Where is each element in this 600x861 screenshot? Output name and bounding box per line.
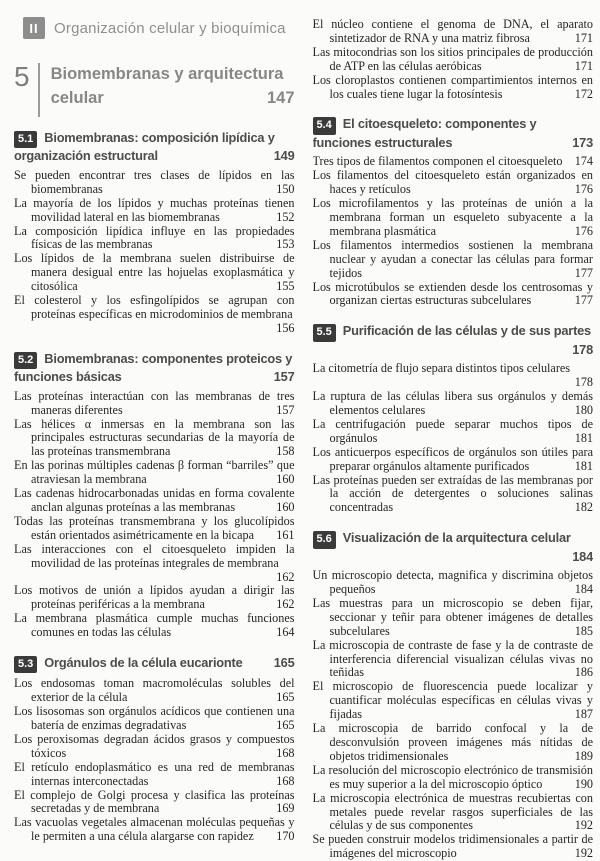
section-heading (313, 530, 594, 565)
chapter-title: Biomembranas y arquitectura celular (50, 65, 284, 107)
toc-entry (313, 597, 594, 639)
entry-text: Las vacuolas vegetales almacenan moléculas pequeñas y le permiten a una célula alargarse con rapidez (14, 816, 295, 844)
toc-entry (14, 761, 295, 789)
section-title: Biomembranas: composición lipídica y organización estructural (14, 130, 275, 164)
section-heading (313, 116, 594, 151)
section-heading (14, 130, 295, 165)
toc-entry (14, 225, 295, 253)
toc-entry (313, 74, 594, 102)
entry-page-number: 164 (276, 625, 295, 640)
toc-entry (14, 487, 295, 515)
entry-text: Los filamentos del citoesqueleto están organizados en haces y retículos (312, 169, 593, 197)
entry-text: El complejo de Golgi procesa y clasifica las proteínas secretadas y de membrana (14, 788, 295, 816)
entry-text: La mayoría de los lípidos y muchas proteínas tienen movilidad lateral en las biomembranas (14, 196, 295, 224)
entry-page-number: 182 (574, 500, 593, 515)
toc-entry (313, 197, 594, 239)
toc-entry (313, 833, 594, 861)
chapter-title-block (38, 63, 295, 117)
entry-page-number: 158 (276, 444, 295, 459)
entry-text: Las proteínas pueden ser extraídas de las membranas por la acción de detergentes o soluciones salinas concentradas (312, 473, 593, 515)
toc-entry (14, 169, 295, 197)
section-heading (14, 655, 295, 673)
section-number-badge: 5.1 (14, 131, 37, 148)
entry-page-number: 150 (276, 181, 295, 196)
chapter-page-number: 147 (266, 88, 295, 107)
entry-page-number: 162 (276, 597, 295, 612)
toc-entry (313, 18, 594, 46)
entry-page-number: 168 (276, 745, 295, 760)
entry-text: La microscopia electrónica de muestras recubiertas con metales puede revelar rasgos superficiales de las células y de sus componentes (312, 791, 593, 833)
section-page-number: 149 (273, 148, 295, 164)
entry-text: Los motivos de unión a lípidos ayudan a dirigir las proteínas periféricas a la membrana (14, 584, 295, 612)
entry-page-number: 161 (276, 527, 295, 542)
toc-entry (313, 474, 594, 516)
section-number-badge: 5.3 (14, 656, 37, 673)
entry-page-number: 186 (574, 665, 593, 680)
entry-text: Los microtúbulos se extienden desde los centrosomas y organizan ciertas estructuras subcelulares (312, 280, 593, 308)
entry-page-number: 170 (276, 829, 295, 844)
entry-page-number: 156 (276, 320, 295, 335)
entry-text: En las porinas múltiples cadenas β forman “barriles” que atraviesan la membrana (14, 459, 295, 487)
entry-page-number: 180 (574, 402, 593, 417)
toc-entry (14, 418, 295, 460)
entry-text: El retículo endoplasmático es una red de membranas internas interconectadas (14, 760, 295, 788)
toc-entry (14, 390, 295, 418)
entry-text: La citometría de flujo separa distintos tipos celulares (312, 362, 571, 376)
entry-text: La microscopia de contraste de fase y la de contraste de interferencia diferencial visualizan células vivas no teñidas (312, 638, 593, 680)
entry-page-number: 165 (276, 690, 295, 705)
entry-page-number: 172 (574, 86, 593, 101)
entry-page-number: 153 (276, 237, 295, 252)
entry-page-number: 162 (276, 569, 295, 584)
part-title: Organización celular y bioquímica (54, 19, 286, 37)
entry-text: La composición lipídica influye en las propiedades físicas de las membranas (14, 224, 295, 252)
toc-entry (313, 446, 594, 474)
toc-entry (313, 639, 594, 681)
entry-page-number: 160 (276, 472, 295, 487)
section-page-number: 157 (273, 369, 295, 385)
toc-sections-right (313, 18, 594, 861)
section-page-number: 173 (572, 134, 593, 150)
toc-entry (14, 705, 295, 733)
toc-entry (313, 792, 594, 834)
entry-text: Todas las proteínas transmembrana y los glucolípidos están orientados asimétricamente en la bicapa (14, 514, 295, 542)
entry-text: Las mitocondrias son los sitios principales de producción de ATP en las células aeróbicas (312, 45, 593, 73)
section-number-badge: 5.6 (313, 531, 336, 548)
toc-entry (313, 169, 594, 197)
toc-entry (14, 515, 295, 543)
part-number-badge: II (23, 17, 45, 39)
entry-page-number: 177 (574, 265, 593, 280)
section-heading (14, 351, 295, 386)
entry-text: El colesterol y los esfingolípidos se agrupan con proteínas específicas en microdominios de membrana (14, 294, 295, 321)
toc-entry (14, 197, 295, 225)
toc-entry (14, 816, 295, 844)
toc-entry (14, 459, 295, 487)
section-number-badge: 5.5 (313, 324, 336, 341)
entry-page-number: 185 (574, 623, 593, 638)
entry-text: La microscopia de barrido confocal y la de desconvulsión proveen imágenes más nítidas de objetos tridimensionales (312, 722, 593, 763)
entry-page-number: 155 (276, 279, 295, 294)
chapter-header (14, 63, 295, 117)
entry-page-number: 192 (574, 846, 593, 861)
entry-page-number: 192 (574, 818, 593, 833)
toc-entry (313, 281, 594, 309)
entry-page-number: 174 (574, 155, 593, 169)
entry-text: Las cadenas hidrocarbonadas unidas en forma covalente anclan algunas proteínas a las membranas (14, 487, 295, 514)
entry-text: Un microscopio detecta, magnifica y discrimina objetos pequeños (312, 569, 593, 597)
toc-entry (14, 294, 295, 336)
toc-entry (14, 677, 295, 705)
entry-page-number: 181 (574, 430, 593, 445)
entry-page-number: 189 (574, 748, 593, 763)
toc-entry (313, 362, 594, 390)
toc-entry (313, 46, 594, 74)
toc-entry (14, 733, 295, 761)
entry-text: Los peroxisomas degradan ácidos grasos y compuestos tóxicos (14, 732, 295, 760)
toc-entry (14, 252, 295, 294)
toc-entry (14, 584, 295, 612)
toc-entry (313, 764, 594, 792)
section-title: Purificación de las células y de sus partes (342, 323, 591, 339)
section-page-number: 178 (572, 341, 593, 357)
entry-page-number: 168 (276, 773, 295, 788)
entry-text: La membrana plasmática cumple muchas funciones comunes en todas las células (14, 612, 295, 640)
entry-page-number: 169 (276, 801, 295, 816)
section-number-badge: 5.2 (14, 352, 37, 369)
entry-page-number: 177 (574, 293, 593, 308)
entry-page-number: 181 (574, 458, 593, 473)
entry-page-number: 187 (574, 707, 593, 722)
toc-entry (313, 155, 594, 169)
part-header (23, 17, 295, 39)
entry-text: Las hélices α inmersas en la membrana son las principales estructuras secundarias de la mayoría de las proteínas transmembrana (14, 417, 295, 459)
entry-text: Los lípidos de la membrana suelen distribuirse de manera desigual entre las hojuelas exoplasmática y citosólica (14, 252, 295, 294)
entry-page-number: 176 (574, 223, 593, 238)
toc-entry (313, 680, 594, 722)
entry-page-number: 171 (574, 30, 593, 45)
toc-entry (313, 390, 594, 418)
toc-entry (313, 722, 594, 764)
entry-text: Los endosomas toman macromoléculas solubles del exterior de la célula (14, 677, 295, 705)
entry-text: La resolución del microscopio electrónico de transmisión es muy superior a la del microscopio óptico (312, 763, 593, 791)
toc-entry (313, 418, 594, 446)
entry-text: Se pueden construir modelos tridimensionales a partir de imágenes del microscopio (312, 833, 593, 861)
entry-page-number: 157 (276, 402, 295, 417)
entry-text: El núcleo contiene el genoma de DNA, el aparato sintetizador de RNA y una matriz fibrosa (312, 18, 593, 45)
toc-entry (14, 543, 295, 585)
entry-text: Las proteínas interactúan con las membranas de tres maneras diferentes (14, 389, 295, 417)
entry-text: Los filamentos intermedios sostienen la membrana nuclear y ayudan a conectar las células para formar tejidos (312, 238, 593, 280)
entry-page-number: 152 (276, 209, 295, 224)
section-title: Biomembranas: componentes proteicos y funciones básicas (14, 350, 293, 385)
entry-text: La ruptura de las células libera sus orgánulos y demás elementos celulares (312, 390, 593, 417)
section-page-number: 165 (273, 655, 295, 671)
entry-page-number: 171 (574, 58, 593, 73)
toc-entry (14, 789, 295, 817)
entry-text: Los anticuerpos específicos de orgánulos son útiles para preparar orgánulos altamente purificados (312, 445, 593, 473)
entry-text: Tres tipos de filamentos componen el citoesqueleto (312, 155, 563, 169)
entry-page-number: 160 (276, 499, 295, 514)
entry-text: Los lisosomas son orgánulos acídicos que contienen una batería de enzimas degradativas (14, 705, 295, 733)
entry-page-number: 165 (276, 718, 295, 733)
entry-text: Los cloroplastos contienen compartimientos internos en los cuales tiene lugar la fotosíntesis (312, 73, 593, 101)
toc-entry (313, 239, 594, 281)
section-page-number: 184 (572, 548, 593, 564)
toc-entry (313, 569, 594, 597)
section-number-badge: 5.4 (313, 117, 336, 134)
entry-page-number: 190 (574, 776, 593, 791)
entry-page-number: 184 (574, 582, 593, 597)
toc-column-left (14, 10, 295, 849)
entry-page-number: 178 (574, 375, 593, 390)
entry-text: El microscopio de fluorescencia puede localizar y cuantificar moléculas específicas en células vivas y fijadas (312, 680, 593, 722)
entry-text: Las muestras para un microscopio se deben fijar, seccionar y teñir para obtener imágenes de detalles subcelulares (312, 596, 593, 638)
section-title: Visualización de la arquitectura celular (342, 530, 571, 546)
entry-text: Las interacciones con el citoesqueleto impiden la movilidad de las proteínas integrales de membrana (14, 542, 295, 570)
entry-page-number: 176 (574, 182, 593, 197)
chapter-number: 5 (14, 61, 30, 92)
entry-text: Los microfilamentos y las proteínas de unión a la membrana forman un esqueleto subyacente a la membrana plasmática (312, 197, 593, 238)
toc-column-right (312, 10, 594, 861)
toc-sections-left (14, 130, 295, 844)
entry-text: Se pueden encontrar tres clases de lípidos en las biomembranas (14, 168, 295, 196)
toc-entry (14, 612, 295, 640)
entry-text: La centrifugación puede separar muchos tipos de orgánulos (312, 417, 593, 445)
section-title: El citoesqueleto: componentes y funciones estructurales (312, 116, 537, 150)
section-title: Orgánulos de la célula eucarionte (44, 655, 243, 671)
section-heading (313, 323, 594, 358)
